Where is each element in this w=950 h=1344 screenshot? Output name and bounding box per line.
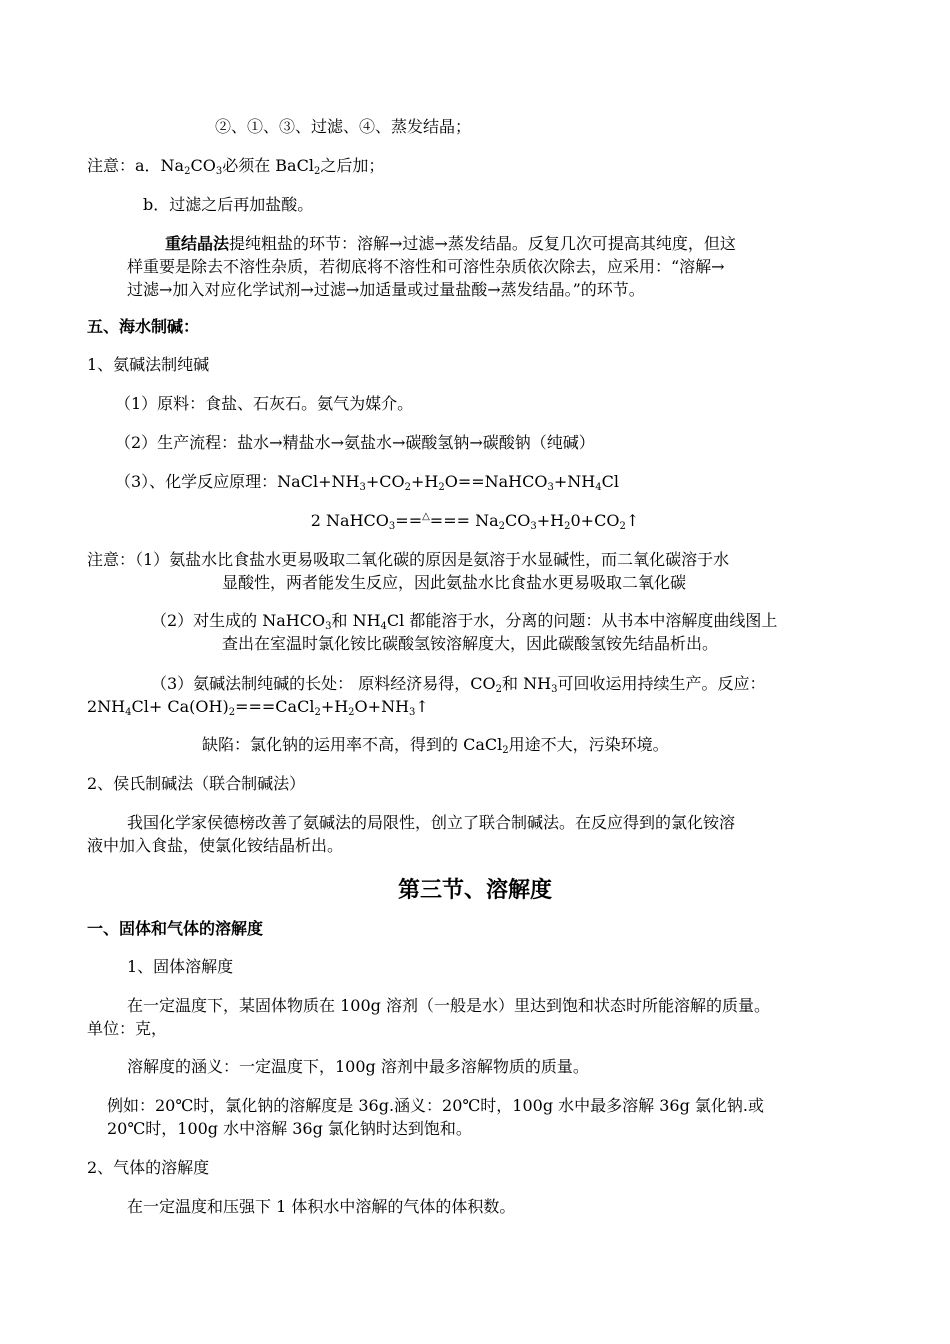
- production-flow: （2）生产流程：盐水→精盐水→氨盐水→碳酸氢钠→碳酸钠（纯碱）: [115, 433, 595, 452]
- step-order-line: ②、①、③、过滤、④、蒸发结晶；: [215, 117, 472, 136]
- raw-materials: （1）原料：食盐、石灰石。氨气为媒介。: [115, 394, 414, 413]
- reaction-equation-2: 2 NaHCO$_3$==△=== $Na_2CO_3+H_20+CO_2↑$: [310, 511, 640, 532]
- gas-solubility-def: 在一定温度和压强下 1 体积水中溶解的气体的体积数。: [127, 1197, 516, 1216]
- solubility-subheading: 一、固体和气体的溶解度: [87, 919, 264, 938]
- note-a: 注意：a．$Na_2CO_3$必须在 BaCl$_2$之后加；: [87, 156, 385, 177]
- hou-process-line-2: 液中加入食盐，使氯化铵结晶析出。: [87, 836, 344, 855]
- note-2-line-2: 查出在室温时氯化铵比碳酸氢铵溶解度大，因此碳酸氢铵先结晶析出。: [222, 634, 719, 653]
- reaction-equation-1: （3）、化学反应原理：$NaCl+NH_3+CO_2+H_2O==NaHCO_3+NH_4Cl$: [115, 472, 619, 493]
- recrystallization-line-3: 过滤→加入对应化学试剂→过滤→加适量或过量盐酸→蒸发结晶。”的环节。: [127, 280, 645, 299]
- gas-solubility-heading: 2、气体的溶解度: [87, 1158, 210, 1177]
- note-b: b．过滤之后再加盐酸。: [143, 195, 314, 214]
- example-line-1: 例如：20℃时，氯化钠的溶解度是 36g.涵义：20℃时，100g 水中最多溶解 36g 氯化钠.或: [107, 1096, 765, 1115]
- note-3-line-1: （3）氨碱法制纯碱的长处： 原料经济易得，$CO_2$和 $NH_3$可回收运用持续生产。反应：: [151, 674, 766, 695]
- ammonia-soda-heading: 1、氨碱法制纯碱: [87, 355, 210, 374]
- solubility-meaning: 溶解度的涵义：一定温度下，100g 溶剂中最多溶解物质的质量。: [127, 1057, 589, 1076]
- solid-solubility-def-line-2: 单位：克，: [87, 1019, 168, 1038]
- hou-process-line-1: 我国化学家侯德榜改善了氨碱法的局限性，创立了联合制碱法。在反应得到的氯化铵溶: [127, 813, 736, 832]
- drawbacks: 缺陷：氯化钠的运用率不高，得到的 CaCl$_2$用途不大，污染环境。: [202, 735, 669, 756]
- hou-process-heading: 2、侯氏制碱法（联合制碱法）: [87, 774, 306, 793]
- note-1-line-2: 显酸性，两者能发生反应，因此氨盐水比食盐水更易吸取二氧化碳: [222, 573, 687, 592]
- section-title-solubility: 第三节、溶解度: [397, 877, 552, 903]
- recrystallization-line-1: 重结晶法提纯粗盐的环节：溶解→过滤→蒸发结晶。反复几次可提高其纯度，但这: [165, 234, 736, 253]
- note-1-line-1: 注意：（1）氨盐水比食盐水更易吸取二氧化碳的原因是氨溶于水显碱性，而二氧化碳溶于水: [87, 550, 730, 569]
- recrystallization-line-2: 样重要是除去不溶性杂质，若彻底将不溶性和可溶性杂质依次除去，应采用：“溶解→: [127, 257, 725, 276]
- section-heading-soda: 五、海水制碱：: [87, 317, 200, 336]
- note-3-equation: $2NH_4Cl+$ $Ca(OH)_2===CaCl_2+H_2O+NH_3↑$: [87, 697, 429, 718]
- solid-solubility-def-line-1: 在一定温度下，某固体物质在 100g 溶剂（一般是水）里达到饱和状态时所能溶解的质量。: [127, 996, 770, 1015]
- note-2-line-1: （2）对生成的 NaHCO$_3$和 $NH_4Cl$ 都能溶于水，分离的问题：从书本中溶解度曲线图上: [151, 611, 778, 632]
- example-line-2: 20℃时，100g 水中溶解 36g 氯化钠时达到饱和。: [107, 1119, 472, 1138]
- solid-solubility-heading: 1、固体溶解度: [127, 957, 234, 976]
